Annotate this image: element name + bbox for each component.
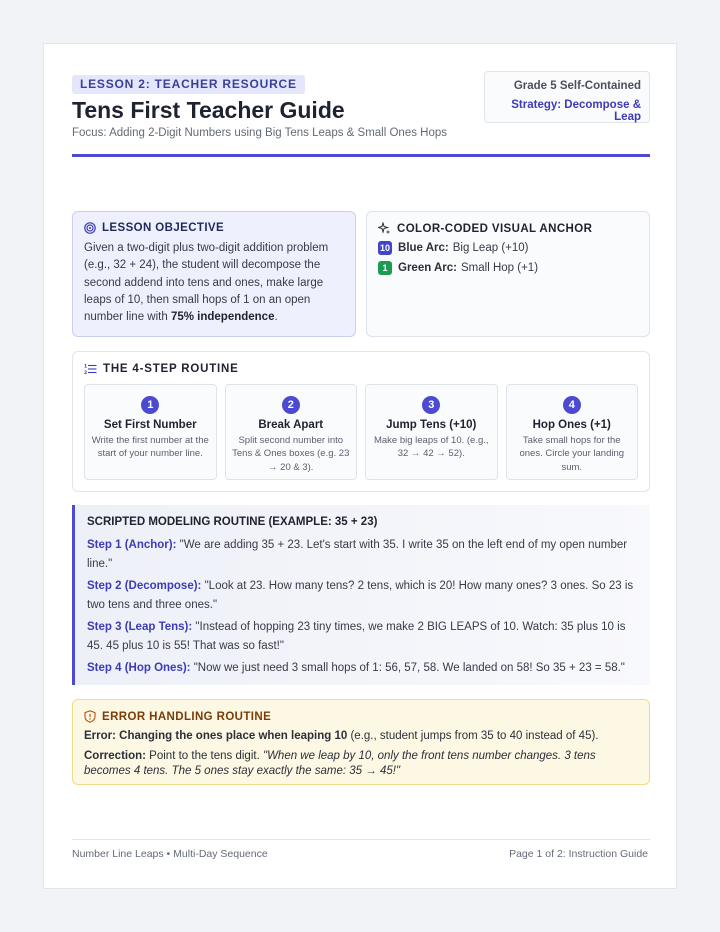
routine-heading [84,363,638,375]
blue-arc-desc: Big Leap (+10) [452,242,529,254]
objective-emphasis: 75% independence [170,311,275,324]
green-arc-chip: 1 [378,261,392,275]
routine-step [84,384,217,480]
script-step-label: Step 2 (Decompose): [87,580,202,592]
objective-heading [84,222,344,234]
error-heading [84,710,638,723]
strategy-label: Strategy: Decompose & Leap [511,99,641,123]
lesson-badge: LESSON 2: TEACHER RESOURCE [72,75,305,94]
focus-subtitle: Focus: Adding 2-Digit Numbers using Big Tens Leaps & Small Ones Hops [72,127,448,139]
correction-line [84,749,638,780]
objective-heading-text: LESSON OBJECTIVE [102,222,225,234]
scripted-modeling-section [72,505,650,685]
anchor-heading-text: COLOR-CODED VISUAL ANCHOR [397,222,593,235]
step-title: Set First Number [103,419,197,431]
script-step-label: Step 4 (Hop Ones): [87,662,191,674]
script-step-text: "We are adding 35 + 23. Let's start with 35. I write 35 on the left end of my open number line." [87,539,628,570]
script-step-text: "Now we just need 3 small hops of 1: 56, 57, 58. We landed on 58! So 35 + 23 = 58." [190,662,625,674]
green-arc-desc: Small Hop (+1) [461,262,539,274]
shield-alert-icon [84,710,96,723]
objective-text-end: . [274,311,278,324]
anchor-heading [378,222,638,235]
page-title: Tens First Teacher Guide [72,97,345,123]
script-step-label: Step 3 (Leap Tens): [87,621,193,633]
routine-step [506,384,639,480]
lesson-objective-card [72,211,356,337]
svg-text:1: 1 [84,364,88,370]
script-line [87,536,638,573]
objective-text [84,240,344,326]
footer-right: Page 1 of 2: Instruction Guide [509,848,648,860]
four-step-routine-card [72,351,650,492]
script-step-text: "Look at 23. How many tens? 2 tens, which is 20! How many ones? 3 ones. So 23 is two tens and three ones." [87,580,634,611]
script-step-text: "Instead of hopping 23 tiny times, we make 2 BIG LEAPS of 10. Watch: 35 plus 10 is 45. 45 plus 10 is 55! That was so fast!" [87,621,626,652]
correction-quote: "When we leap by 10, only the front tens number changes. 3 tens becomes 4 tens. The 5 ones stay exactly the same: 35 → 45!" [84,749,596,777]
svg-text:2: 2 [84,371,88,375]
routine-step [225,384,358,480]
sparkle-icon [378,222,391,235]
footer-left: Number Line Leaps • Multi-Day Sequence [72,848,268,860]
blue-arc-label: Blue Arc: [398,242,449,254]
script-line [87,577,638,614]
script-line [87,659,638,678]
step-title: Jump Tens (+10) [386,419,477,431]
anchor-item-green [378,261,638,275]
visual-anchor-card [366,211,650,337]
grade-info-box [484,71,650,123]
error-line [84,729,638,745]
routine-step [365,384,498,480]
step-title: Break Apart [258,419,324,431]
error-handling-card [72,699,650,785]
anchor-item-blue [378,241,638,255]
script-heading: SCRIPTED MODELING ROUTINE (EXAMPLE: 35 + 23) [87,516,378,528]
step-desc: Split second number into Tens & Ones boxes (e.g. 23 → 20 & 3). [232,435,350,473]
green-arc-label: Green Arc: [398,262,458,274]
teacher-guide-page [43,43,677,889]
objective-text-main: Given a two-digit plus two-digit addition problem (e.g., 32 + 24), the student will decompose the second addend into tens and ones, make large leaps of 10, then small hops of 1 on an open number line with [84,242,329,324]
error-text: (e.g., student jumps from 35 to 40 instead of 45). [347,730,599,742]
step-desc: Take small hops for the ones. Circle your landing sum. [519,435,625,473]
error-label: Error: Changing the ones place when leaping 10 [84,730,348,742]
step-number: 1 [141,396,159,414]
step-desc: Make big leaps of 10. (e.g., 32 → 42 → 52). [373,435,489,460]
error-heading-text: ERROR HANDLING ROUTINE [102,710,272,723]
step-number: 2 [282,396,300,414]
correction-text: Point to the tens digit. [145,749,263,762]
step-number: 3 [422,396,440,414]
correction-label: Correction: [84,749,146,762]
script-step-label: Step 1 (Anchor): [87,539,177,551]
script-line [87,618,638,655]
step-number: 4 [563,396,581,414]
title-divider [72,154,650,157]
numbered-list-icon [84,363,97,375]
step-desc: Write the first number at the start of your number line. [91,435,209,460]
routine-heading-text: THE 4-STEP ROUTINE [103,363,239,375]
step-title: Hop Ones (+1) [532,419,611,431]
grade-label: Grade 5 Self-Contained [513,80,641,92]
blue-arc-chip: 10 [380,243,391,253]
routine-steps [84,384,638,480]
target-icon [84,222,96,234]
footer-divider [72,839,650,840]
